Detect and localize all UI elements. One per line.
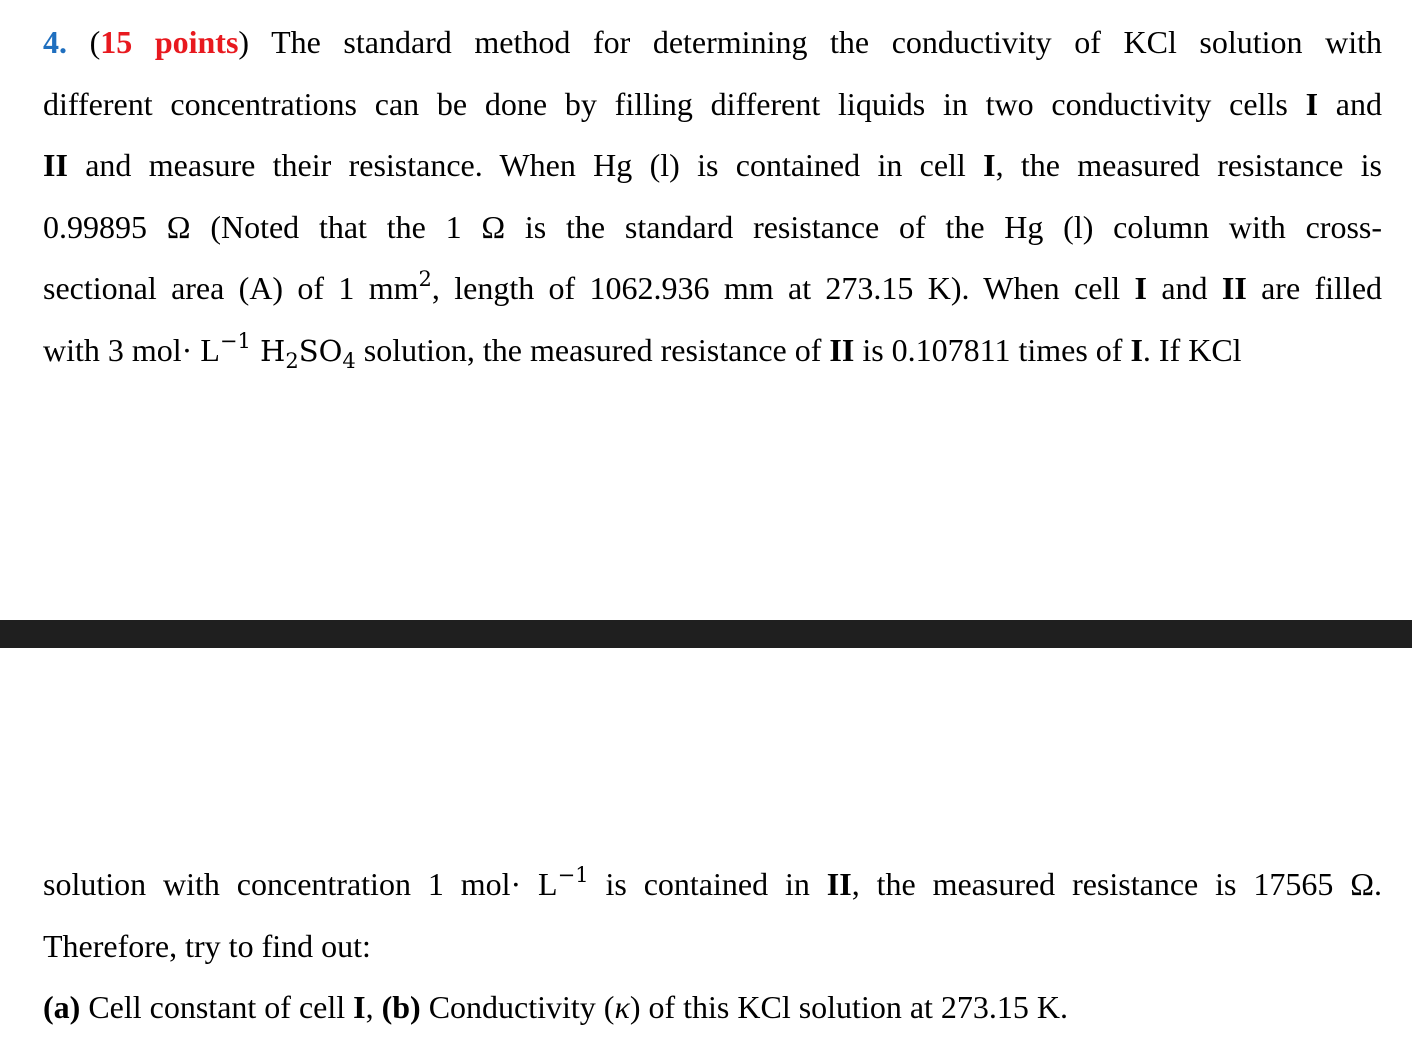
question-line-2: different concentrations can be done by filling different liquids in two conductivity cells I and (43, 85, 1382, 122)
part-b-label: (b) (381, 989, 421, 1025)
question-line-3: II and measure their resistance. When Hg (l) is contained in cell I, the measured resistance is (43, 147, 1382, 183)
question-line-6: with 3 $mol\cdot L^{-1}$ $H_2SO_4$ solution, the measured resistance of II is 0.107811 times of I. If KCl (43, 328, 1242, 373)
sub-questions: (a) Cell constant of cell I, (b) Conductivity (κ) of this KCl solution at 273.15 K. (43, 989, 1069, 1025)
part-a-label: (a) (43, 989, 81, 1025)
question-line-4: 0.99895 Ω (Noted that the 1 Ω is the standard resistance of the Hg (l) column with cross- (43, 208, 1382, 245)
page-divider (0, 620, 1412, 648)
continuation-line-1: solution with concentration 1 $mol\cdot L^{-1}$ is contained in II, the measured resistance is 17565 Ω. (43, 863, 1383, 902)
question-line-5: sectional area (A) of 1 $mm^2$, length of 1062.936 mm at 273.15 K). When cell I and II are filled (43, 267, 1383, 306)
question-text (43, 12, 1382, 381)
question-number: 4. (43, 24, 67, 60)
question-line-1: 4. (15 points) The standard method for determining the conductivity of KCl solution with (43, 24, 1382, 60)
points-label: 15 points (100, 24, 239, 60)
continuation-line-2: Therefore, try to find out: (43, 927, 371, 964)
question-continuation (43, 854, 1382, 1039)
